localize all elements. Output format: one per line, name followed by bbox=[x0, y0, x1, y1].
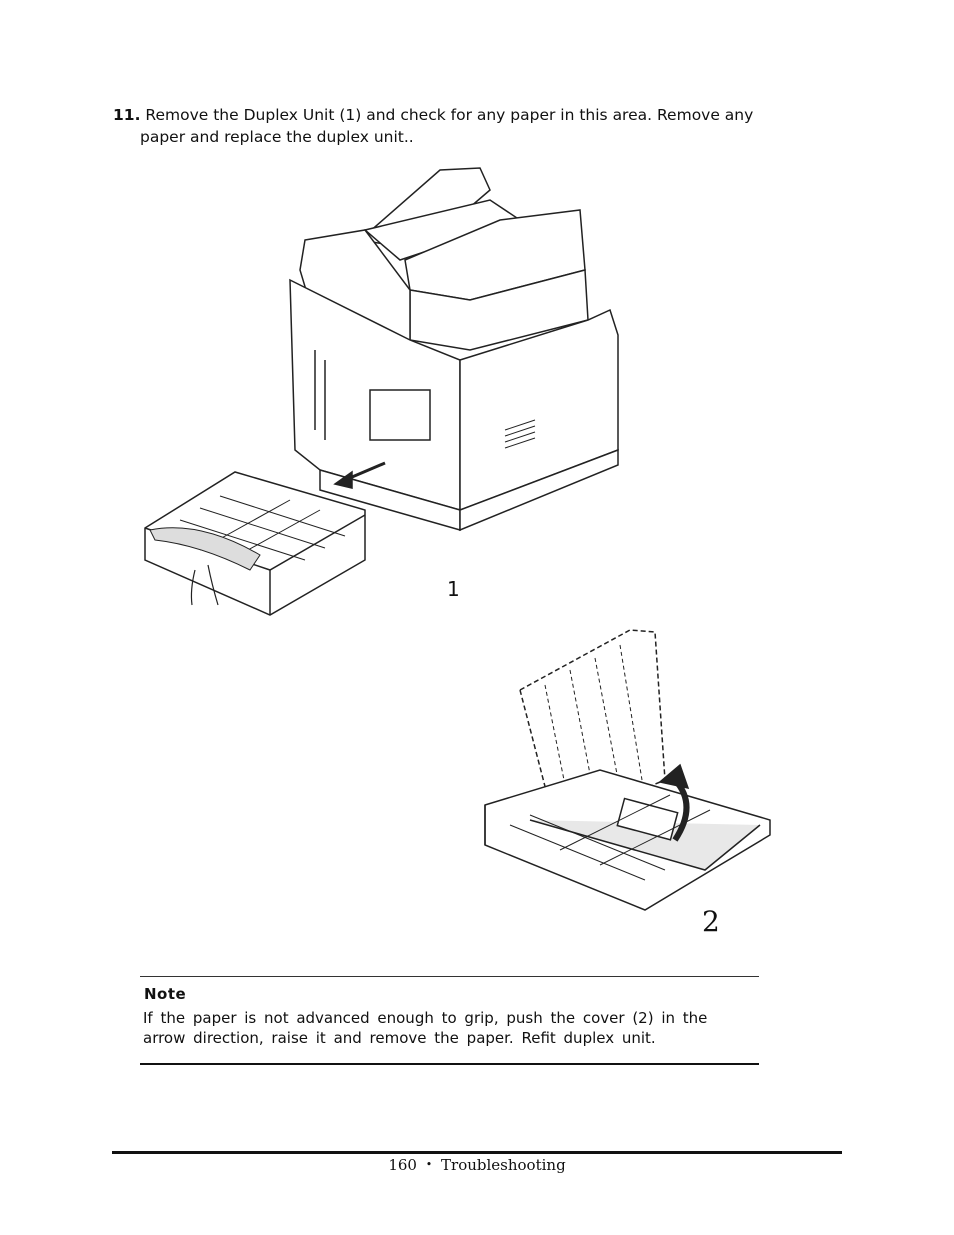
step-instruction bbox=[113, 104, 813, 148]
step-number: 11. bbox=[113, 106, 141, 124]
figure-label-2: 2 bbox=[702, 905, 720, 938]
note-box bbox=[140, 976, 759, 1065]
figure-label-1: 1 bbox=[447, 577, 460, 601]
duplex-cover-raised-illustration bbox=[470, 620, 780, 915]
page-footer bbox=[0, 1156, 954, 1174]
step-text-line2: paper and replace the duplex unit.. bbox=[140, 128, 414, 146]
note-title: Note bbox=[144, 985, 187, 1003]
footer-separator: • bbox=[425, 1158, 433, 1171]
section-name: Troubleshooting bbox=[441, 1156, 566, 1174]
footer-rule bbox=[112, 1151, 842, 1154]
printer-duplex-removal-illustration bbox=[140, 160, 630, 620]
note-text: If the paper is not advanced enough to grip, push the cover (2) in the arrow direction, raise it and remove the paper. Refit duplex unit. bbox=[143, 1009, 708, 1047]
step-text-line1: Remove the Duplex Unit (1) and check for any paper in this area. Remove any bbox=[145, 106, 754, 124]
page-number: 160 bbox=[388, 1156, 417, 1174]
